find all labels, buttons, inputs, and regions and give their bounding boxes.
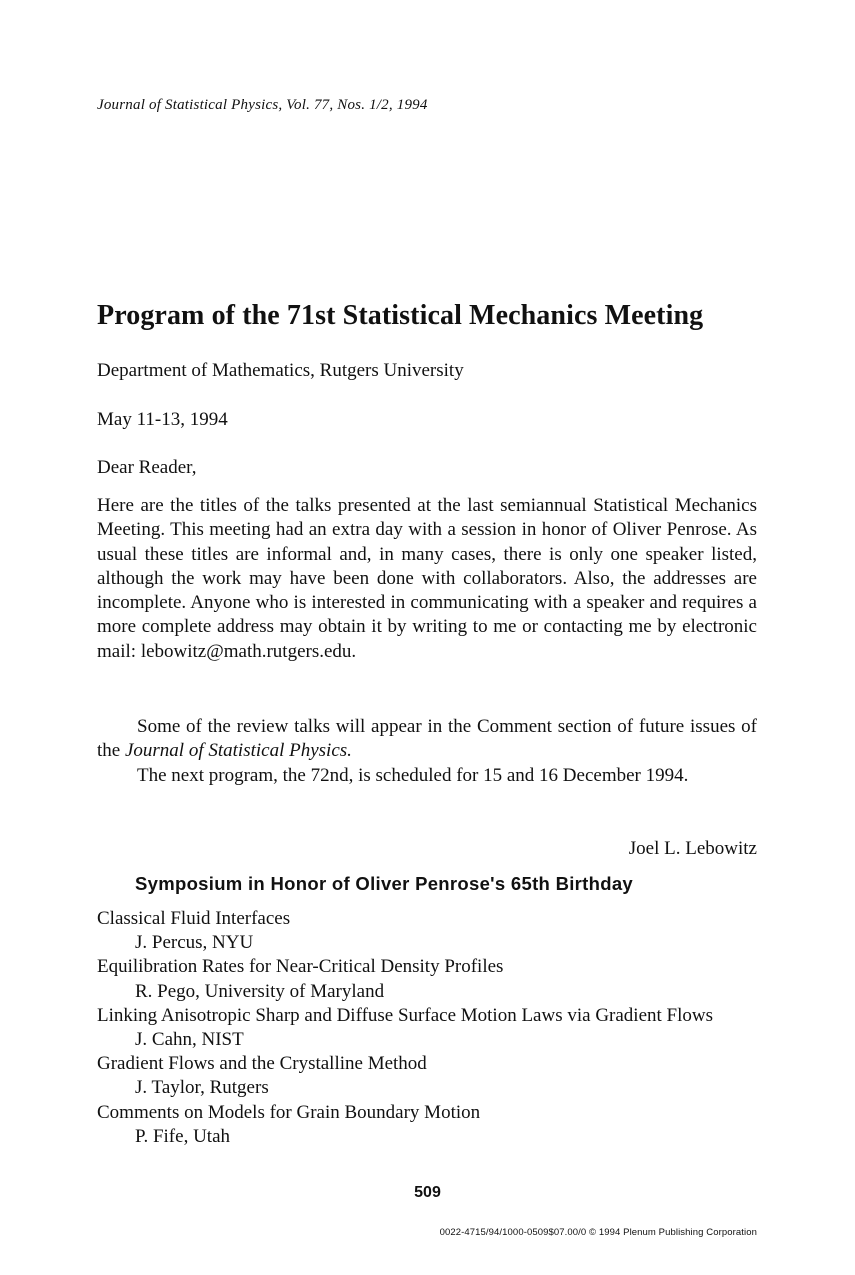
talk-title: Equilibration Rates for Near-Critical Density Profiles [97, 956, 504, 978]
journal-name: Journal of Statistical Physics. [124, 740, 352, 762]
talk-title: Comments on Models for Grain Boundary Motion [97, 1101, 481, 1123]
copyright-line: 0022-4715/94/1000-0509$07.00/0 © 1994 Plenum Publishing Corporation [439, 1227, 757, 1238]
page-number: 509 [414, 1184, 441, 1201]
intro-paragraph [97, 494, 757, 664]
review-paragraph [97, 715, 757, 764]
meeting-dates: May 11-13, 1994 [97, 409, 228, 430]
page-title: Program of the 71st Statistical Mechanics Meeting [97, 300, 704, 331]
journal-running-header: Journal of Statistical Physics, Vol. 77, Nos. 1/2, 1994 [97, 97, 428, 113]
talk-speaker: J. Percus, NYU [135, 932, 254, 954]
talk-entry [97, 1101, 757, 1149]
talk-entry [97, 907, 757, 955]
symposium-heading: Symposium in Honor of Oliver Penrose's 65th Birthday [135, 873, 634, 894]
talk-speaker: J. Taylor, Rutgers [135, 1077, 269, 1099]
talk-title: Gradient Flows and the Crystalline Method [97, 1053, 427, 1075]
talk-speaker: R. Pego, University of Maryland [135, 980, 385, 1002]
signature: Joel L. Lebowitz [628, 838, 757, 859]
intro-text: Here are the titles of the talks presented at the last semiannual Statistical Mechanics Meeting. This meeting had an extra day with a session in honor of Oliver Penrose. As usual these titles are informal and, in many cases, there is only one speaker listed, although the work may have been done with collaborators. Also, the addresses are incomplete. Anyone who is interested in communicating with a speaker and requires a more complete address may obtain it by writing to me or contacting me by electronic mail: [97, 495, 757, 662]
talk-entry [97, 1004, 757, 1052]
talk-title: Linking Anisotropic Sharp and Diffuse Surface Motion Laws via Gradient Flows [97, 1004, 713, 1026]
talk-speaker: J. Cahn, NIST [135, 1029, 244, 1051]
department-line: Department of Mathematics, Rutgers University [97, 360, 464, 381]
talk-entry [97, 1052, 757, 1100]
next-program-paragraph: The next program, the 72nd, is scheduled for 15 and 16 December 1994. [137, 765, 689, 786]
salutation: Dear Reader, [97, 457, 197, 478]
contact-email: lebowitz@math.rutgers.edu. [140, 640, 357, 662]
talk-title: Classical Fluid Interfaces [97, 908, 291, 929]
talk-entry [97, 955, 757, 1003]
review-text: Some of the review talks will appear in the Comment section of future issues of the [97, 716, 757, 762]
talk-list [97, 907, 757, 1149]
talk-speaker: P. Fife, Utah [135, 1125, 230, 1147]
